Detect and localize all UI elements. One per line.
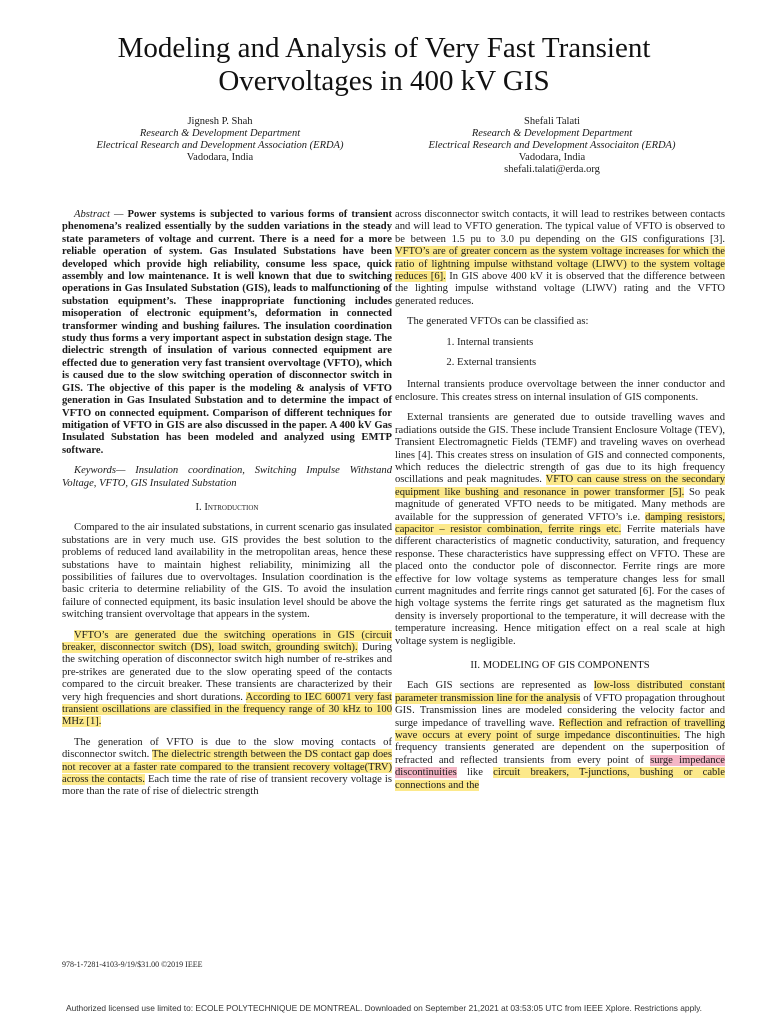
- abstract-text: Power systems is subjected to various forms of transient phenomena’s realized essentially by the sudden variations in the steady state parameters of voltage and current. There is a need for a more reliable operation of system. Gas Insulated Substations have been developed which provide high reliability, consume less space, quick assembly and low maintenance. It is well known that due to switching operations in Gas Insulated Substation (GIS), leads to malfunctioning of substation equipment’s. These inappropriate functioning includes misoperation of electronic equipment’s, deformation in connected transformer winding and bushing failures. The insulation coordination study thus forms a very important aspect in substation design stage. The dielectric strength of insulation of various connected equipment are effected due to generation very fast transient overvoltage (VFTO), which is caused due to the slow switching operation of disconnector switch in GIS. The objective of this paper is the modeling & analysis of VFTO generation in Gas Insulated Substation and to determine the impact of VFTO on connected equipment. Comparison of different techniques for mitigation of VFTO in GIS are also discussed in the paper. A 400 kV Gas Insulated Substation has been modeled and analyzed using EMTP software.: [62, 209, 392, 456]
- transient-classes-list: [395, 337, 725, 370]
- abstract-lead: Abstract —: [74, 209, 124, 220]
- highlight: damping resistors, capacitor – resistor combination, ferrite rings etc.: [395, 511, 725, 535]
- license-footer: Authorized licensed use limited to: ECOLE POLYTECHNIQUE DE MONTREAL. Downloaded on September 21,2021 at 03:53:05 UTC from IEEE Xplore. Restrictions apply.: [65, 1003, 702, 1013]
- author-name: Jignesh P. Shah: [187, 116, 253, 127]
- paper-title: Modeling and Analysis of Very Fast Transient Overvoltages in 400 kV GIS: [117, 32, 651, 97]
- paragraph: Compared to the air insulated substations, in current scenario gas insulated substations are in very much use. GIS provides the best solution to the problems of reduced land availability in the metropolitan areas, hence these substations have to maintain highest reliability, minimizing all the possibilities of failures due to overvoltages. Insulation coordination is the basic criteria to determine reliability of the GIS. To avoid the insulation failure of connected equipment, its basic insulation level should be above the switching transient overvoltage that appears in the system.: [62, 522, 392, 621]
- paragraph: Each GIS sections are represented as low-loss distributed constant parameter transmission line for the analysis of VFTO propagation throughout GIS. Transmission lines are modeled considering the velocity factor and surge impedance of travelling wave. Reflection and refraction of travelling wave occurs at every point of surge impedance discontinuities. The high frequency transients generated are dependent on the superposition of refracted and reflected transients from every point of surge impedance discontinuities like circuit breakers, T-junctions, bushing or cable connections and the: [395, 680, 726, 791]
- abstract: [62, 209, 392, 457]
- section-heading-introduction: I. Introduction: [195, 501, 259, 513]
- keywords: [62, 465, 392, 490]
- paragraph: The generated VFTOs can be classified as:: [407, 316, 589, 328]
- highlight: The dielectric strength between the DS contact gap does not recover at a faster rate compared to the transient recovery voltage(TRV) across the contacts.: [62, 749, 392, 786]
- paragraph: Internal transients produce overvoltage between the inner conductor and enclosure. This creates stress on internal insulation of GIS components.: [395, 379, 725, 403]
- list-item: 2. External transients: [457, 357, 725, 369]
- highlight: VFTO can cause stress on the secondary equipment like bushing and resonance in power transformer [5].: [395, 474, 725, 498]
- author-org: Electrical Research and Development Associaiton (ERDA): [428, 140, 676, 151]
- author-city: Vadodara, India: [186, 152, 254, 163]
- author-email: shefali.talati@erda.org: [504, 164, 600, 175]
- copyright-footer: 978-1-7281-4103-9/19/$31.00 ©2019 IEEE: [62, 960, 203, 969]
- keywords-terms: Insulation coordination, Switching Impulse Withstand Voltage, VFTO, GIS Insulated Substation: [62, 465, 392, 489]
- author-dept: Research & Development Department: [471, 128, 633, 139]
- author-city: Vadodara, India: [518, 152, 586, 163]
- highlight: low-loss distributed constant parameter transmission line for the analysis: [395, 680, 725, 704]
- right-column: [395, 209, 725, 800]
- paragraph: across disconnector switch contacts, it will lead to restrikes between contacts and will lead to VFTO generation. The typical value of VFTO is observed to be between 1.5 pu to 3.0 pu depending on the GIS configurations [3]. VFTO’s are of greater concern as the system voltage increases for which the ratio of lightning impulse withstand voltage (LIWV) to the system voltage reduces [6]. In GIS above 400 kV it is observed that the difference between the lighting impulse withstand voltage (LIWV) rating and the VFTO generated reduces.: [395, 209, 726, 307]
- highlight: circuit breakers, T-junctions, bushing or cable connections and the: [395, 767, 726, 791]
- keywords-lead: Keywords—: [74, 465, 126, 477]
- paragraph: The generation of VFTO is due to the slow moving contacts of disconnector switch. The dielectric strength between the DS contact gap does not recover at a faster rate compared to the transient recovery voltage(TRV) across the contacts. Each time the rate of rise of transient recovery voltage is more than the rate of rise of dielectric strength: [62, 736, 392, 798]
- highlight: VFTO’s are of greater concern as the system voltage increases for which the ratio of lightning impulse withstand voltage (LIWV) to the system voltage reduces [6].: [395, 246, 725, 283]
- author-block-2: [372, 116, 732, 176]
- left-column: [62, 209, 392, 807]
- highlight: VFTO’s are generated due the switching operations in GIS (circuit breaker, disconnector switch (DS), load switch, grounding switch).: [62, 629, 392, 653]
- author-org: Electrical Research and Development Association (ERDA): [96, 140, 344, 151]
- highlight: Reflection and refraction of travelling wave occurs at every point of surge impedance discontinuities.: [395, 717, 725, 742]
- author-block-1: [40, 116, 400, 164]
- list-item: 1. Internal transients: [457, 337, 725, 349]
- paragraph: External transients are generated due to outside travelling waves and radiations outside the GIS. These include Transient Enclosure Voltage (TEV), Transient Electromagnetic Fields (TEMF) and traveling waves on overhead lines [4]. This creates stress on insulation of GIS and connected components, which reduces the dielectric strength of gas due to its high frequency oscillations and peak magnitudes. VFTO can cause stress on the secondary equipment like bushing and resonance in power transformer [5]. So peak magnitude of generated VFTO needs to be mitigated. Many methods are available for the suppression of generated VFTO’s i.e. damping resistors, capacitor – resistor combination, ferrite rings etc. Ferrite materials have different characteristics of magnetic conductivity, saturation, and frequency response. These characteristics have suppressing effect on VFTO. These are placed onto the conductor pole of disconnector. Ferrite rings are more effective for low voltage systems as temperature changes less for small current magnitudes and ferrite rings cannot get saturated [6]. For the cases of high voltage systems the ferrite rings get saturated as the magnetism flux density is inversely proportional to the temperature, it will decrease with the temperature increasing. Hence mitigation effect on a real scale at high voltage system is negligible.: [395, 412, 725, 647]
- section-heading-modeling: II. MODELING OF GIS COMPONENTS: [470, 660, 650, 671]
- highlight: According to IEC 60071 very fast transient oscillations are classified in the frequency range of 30 kHz to 100 MHz [1].: [62, 691, 392, 728]
- author-dept: Research & Development Department: [139, 128, 301, 139]
- author-name: Shefali Talati: [524, 116, 580, 127]
- highlight-pink: surge impedance discontinuities: [395, 754, 725, 779]
- paragraph: VFTO’s are generated due the switching operations in GIS (circuit breaker, disconnector switch (DS), load switch, grounding switch). During the switching operation of disconnector switch high number of re-strikes and pre-strikes are generated due to the slow operating speed of the contacts compared to the circuit breaker. These transients are characterized by their very high frequencies and short durations. According to IEC 60071 very fast transient oscillations are classified in the frequency range of 30 kHz to 100 MHz [1].: [62, 629, 393, 728]
